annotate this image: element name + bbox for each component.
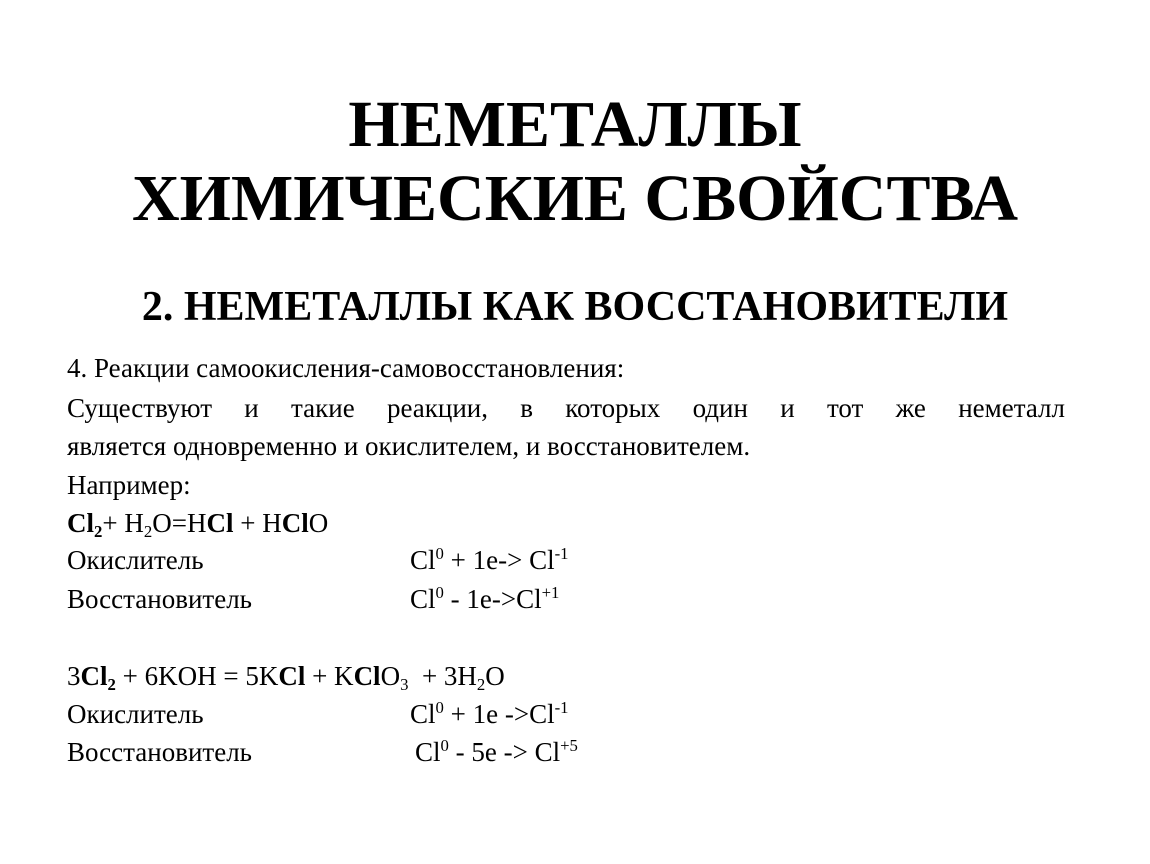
formula-segment: +1 [541,583,560,603]
paragraph-line-1: Существуют и такие реакции, в которых один и тот же неметалл [67,393,1065,423]
reaction-2-oxidizer-half [410,698,569,729]
formula-segment: 2 [94,522,103,542]
formula-segment: Cl [410,699,436,729]
reaction-2-oxidizer-label: Окислитель [67,699,204,729]
formula-segment: + H [233,508,282,538]
reaction-1-oxidizer-label: Окислитель [67,545,204,575]
formula-segment: Cl [80,661,108,691]
formula-segment: O [485,661,505,691]
formula-segment: + 1e-> Cl [443,545,555,575]
reaction-1-reducer-half [410,583,560,614]
formula-segment: 2 [143,522,153,542]
formula-segment: +5 [560,736,578,756]
formula-segment: Cl [410,584,436,614]
formula-segment: O=H [152,508,207,538]
formula-segment: 0 [435,544,444,564]
title-line-2: ХИМИЧЕСКИЕ СВОЙСТВА [131,162,1019,235]
formula-segment: - 5e -> Cl [448,737,561,767]
formula-segment: + K [305,661,354,691]
title-line-1: НЕМЕТАЛЛЫ [348,88,802,161]
formula-segment: Cl [410,545,436,575]
reaction-1-oxidizer-half [410,544,569,575]
reaction-2-reducer-half [415,736,578,767]
reaction-1-reducer-label: Восстановитель [67,584,252,614]
paragraph-line-2: является одновременно и окислителем, и восстановителем. [67,431,751,461]
formula-segment: + 3H [408,661,477,691]
formula-segment: 0 [440,736,449,756]
subtitle: 2. НЕМЕТАЛЛЫ КАК ВОССТАНОВИТЕЛИ [141,284,1009,330]
reaction-2-equation [67,661,505,695]
reaction-1-equation [67,508,329,542]
formula-segment: 2 [476,675,486,695]
section-heading: 4. Реакции самоокисления-самовосстановления: [67,353,625,383]
example-label: Например: [67,470,191,500]
formula-segment: 0 [435,583,444,603]
formula-segment: Cl [415,737,441,767]
formula-segment: Cl [278,661,306,691]
formula-segment: + H [102,508,144,538]
formula-segment: Cl [206,508,234,538]
formula-segment: O [380,661,401,691]
formula-segment: Cl [353,661,381,691]
formula-segment: + 1e ->Cl [443,699,555,729]
formula-segment: Cl [67,508,94,538]
formula-segment: 0 [435,698,444,718]
formula-segment: 3 [400,675,409,695]
formula-segment: -1 [554,544,569,564]
formula-segment: Cl [281,508,309,538]
formula-segment: -1 [554,698,569,718]
formula-segment: 2 [107,675,116,695]
reaction-2-reducer-label: Восстановитель [67,737,252,767]
formula-segment: O [308,508,329,538]
formula-segment: + 6KOH = 5K [115,661,279,691]
formula-segment: - 1e->Cl [443,584,542,614]
formula-segment: 3 [67,661,81,691]
